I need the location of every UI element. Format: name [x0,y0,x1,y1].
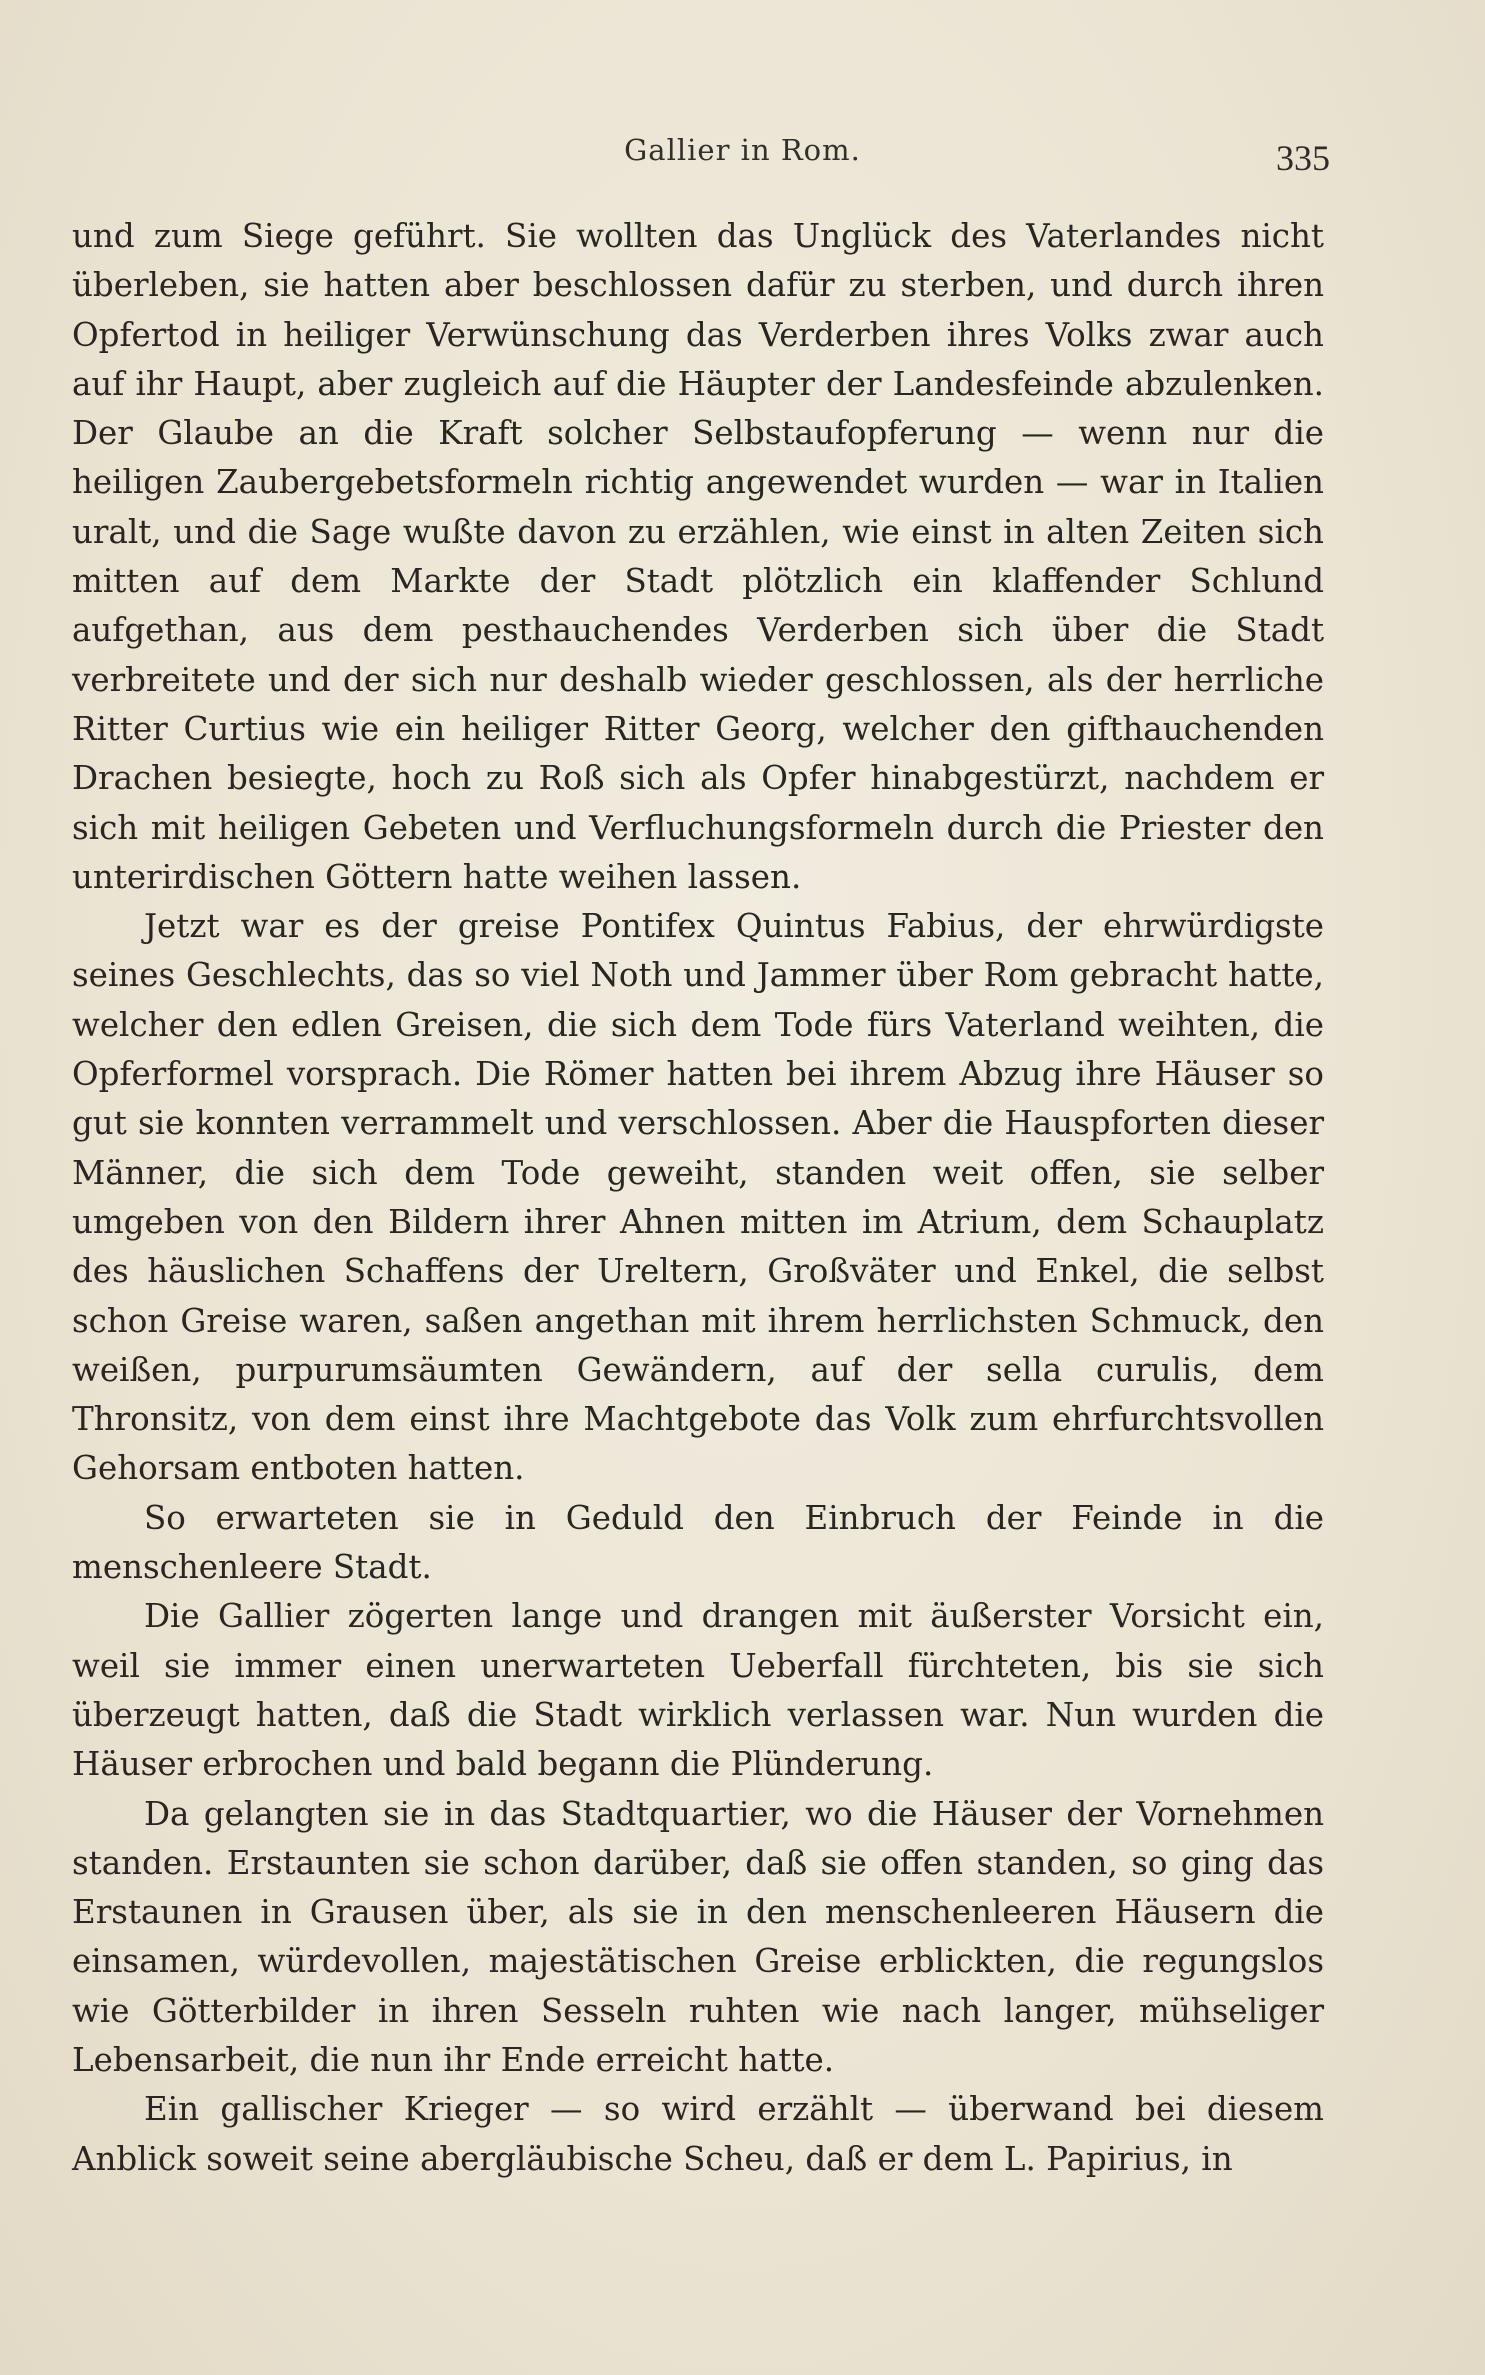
paragraph-1: und zum Siege geführt. Sie wollten das Unglück des Vaterlandes nicht überleben, sie hatten aber beschlossen dafür zu sterben, und durch ihren Opfertod in heiliger Verwünschung das Verderben ihres Volks zwar auch auf ihr Haupt, aber zugleich auf die Häupter der Landesfeinde abzulenken. Der Glaube an die Kraft solcher Selbstaufopferung — wenn nur die heiligen Zaubergebetsformeln richtig angewendet wurden — war in Italien uralt, und die Sage wußte davon zu erzählen, wie einst in alten Zeiten sich mitten auf dem Markte der Stadt plötzlich ein klaffender Schlund aufgethan, aus dem pesthauchendes Verderben sich über die Stadt verbreitete und der sich nur deshalb wieder geschlossen, als der herrliche Ritter Curtius wie ein heiliger Ritter Georg, welcher den gifthauchenden Drachen besiegte, hoch zu Roß sich als Opfer hinabgestürzt, nachdem er sich mit heiligen Gebeten und Verfluchungsformeln durch die Priester den unterirdischen Göttern hatte weihen lassen. [72,217,1324,896]
running-head [0,133,1485,183]
body-text [72,212,1324,2184]
paragraph-4: Die Gallier zögerten lange und drangen mit äußerster Vorsicht ein, weil sie immer einen unerwarteten Ueberfall fürchteten, bis sie sich überzeugt hatten, daß die Stadt wirklich verlassen war. Nun wurden die Häuser erbrochen und bald begann die Plünderung. [72,1597,1324,1784]
paragraph-2: Jetzt war es der greise Pontifex Quintus Fabius, der ehrwürdigste seines Geschlechts, das so viel Noth und Jammer über Rom gebracht hatte, welcher den edlen Greisen, die sich dem Tode fürs Vaterland weihten, die Opferformel vorsprach. Die Römer hatten bei ihrem Abzug ihre Häuser so gut sie konnten verrammelt und verschlossen. Aber die Hauspforten dieser Männer, die sich dem Tode geweiht, standen weit offen, sie selber umgeben von den Bildern ihrer Ahnen mitten im Atrium, dem Schauplatz des häuslichen Schaffens der Ureltern, Großväter und Enkel, die selbst schon Greise waren, saßen angethan mit ihrem herrlichsten Schmuck, den weißen, purpurumsäumten Gewändern, auf der sella curulis, dem Thronsitz, von dem einst ihre Machtgebote das Volk zum ehrfurchtsvollen Gehorsam entboten hatten. [72,907,1324,1488]
paragraph-5: Da gelangten sie in das Stadtquartier, wo die Häuser der Vornehmen standen. Erstaunten sie schon darüber, daß sie offen standen, so ging das Erstaunen in Grausen über, als sie in den menschenleeren Häusern die einsamen, würdevollen, majestätischen Greise erblickten, die regungslos wie Götterbilder in ihren Sesseln ruhten wie nach langer, mühseliger Lebensarbeit, die nun ihr Ende erreicht hatte. [72,1794,1324,2079]
page-number: 335 [1276,138,1330,178]
paragraph-6: Ein gallischer Krieger — so wird erzählt — überwand bei diesem Anblick soweit seine abergläubische Scheu, daß er dem L. Papirius, in [72,2090,1324,2178]
paragraph-3: So erwarteten sie in Geduld den Einbruch der Feinde in die menschenleere Stadt. [72,1498,1324,1587]
running-title: Gallier in Rom. [624,133,861,167]
